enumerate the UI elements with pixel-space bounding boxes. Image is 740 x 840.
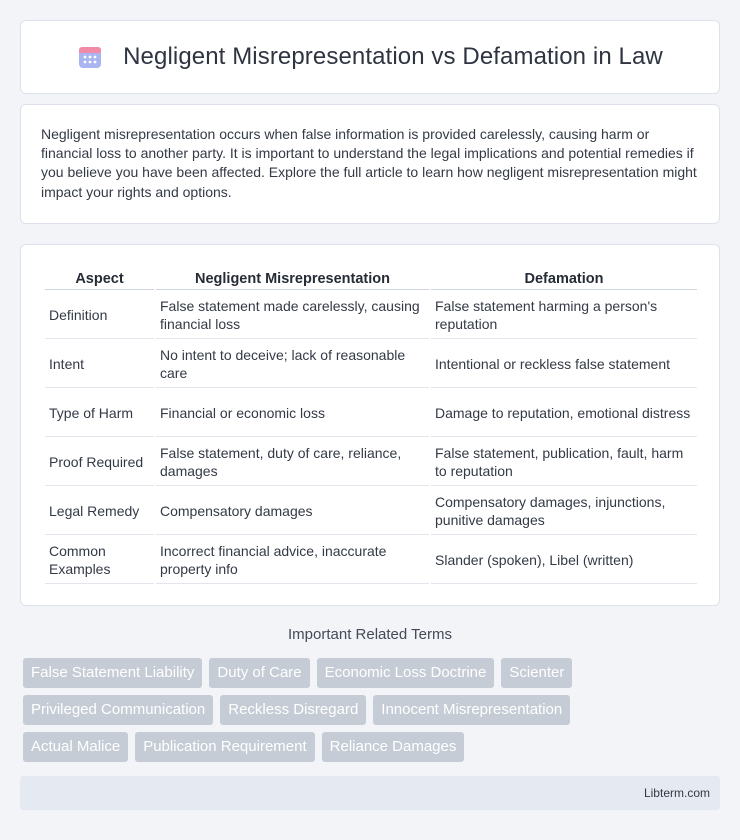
title-card — [20, 20, 720, 94]
table-row — [45, 341, 697, 388]
tag-reckless-disregard[interactable]: Reckless Disregard — [220, 695, 366, 725]
footer — [20, 776, 720, 810]
table-header-row — [45, 269, 697, 290]
table-row — [45, 537, 697, 584]
defamation-cell: False statement, publication, fault, harm to reputation — [431, 439, 697, 486]
defamation-cell: Intentional or reckless false statement — [431, 341, 697, 388]
tag-false-statement-liability[interactable]: False Statement Liability — [23, 658, 202, 688]
aspect-cell: Common Examples — [45, 537, 154, 584]
negligent-cell: Incorrect financial advice, inaccurate property info — [156, 537, 429, 584]
tag-duty-of-care[interactable]: Duty of Care — [209, 658, 309, 688]
comparison-table-card — [20, 244, 720, 606]
table-row — [45, 439, 697, 486]
defamation-cell: Compensatory damages, injunctions, punitive damages — [431, 488, 697, 535]
defamation-cell: Slander (spoken), Libel (written) — [431, 537, 697, 584]
aspect-cell: Intent — [45, 341, 154, 388]
header-defamation: Defamation — [431, 269, 697, 290]
tag-row — [23, 732, 723, 762]
tag-reliance-damages[interactable]: Reliance Damages — [322, 732, 465, 762]
table-row — [45, 390, 697, 437]
tag-publication-requirement[interactable]: Publication Requirement — [135, 732, 314, 762]
tag-privileged-communication[interactable]: Privileged Communication — [23, 695, 213, 725]
intro-card — [20, 104, 720, 224]
comparison-table — [43, 267, 699, 586]
defamation-cell: False statement harming a person's reputation — [431, 292, 697, 339]
tag-row — [23, 658, 723, 688]
table-row — [45, 488, 697, 535]
header-negligent-misrepresentation: Negligent Misrepresentation — [156, 269, 429, 290]
tag-innocent-misrepresentation[interactable]: Innocent Misrepresentation — [373, 695, 570, 725]
page-title: Negligent Misrepresentation vs Defamation in Law — [123, 43, 663, 70]
header-aspect: Aspect — [45, 269, 154, 290]
defamation-cell: Damage to reputation, emotional distress — [431, 390, 697, 437]
aspect-cell: Type of Harm — [45, 390, 154, 437]
negligent-cell: False statement, duty of care, reliance, damages — [156, 439, 429, 486]
intro-text: Negligent misrepresentation occurs when false information is provided carelessly, causing harm or financial loss to another party. It is important to understand the legal implications and potential remedies if you believe you have been affected. Explore the full article to learn how negligent misrepresentation might impact your rights and options. — [41, 126, 697, 200]
tag-economic-loss-doctrine[interactable]: Economic Loss Doctrine — [317, 658, 495, 688]
negligent-cell: No intent to deceive; lack of reasonable care — [156, 341, 429, 388]
aspect-cell: Proof Required — [45, 439, 154, 486]
aspect-cell: Legal Remedy — [45, 488, 154, 535]
tag-row — [23, 695, 723, 725]
table-row — [45, 292, 697, 339]
tag-scienter[interactable]: Scienter — [501, 658, 572, 688]
calendar-icon — [77, 44, 103, 70]
tag-actual-malice[interactable]: Actual Malice — [23, 732, 128, 762]
footer-site-link[interactable]: Libterm.com — [643, 786, 710, 800]
negligent-cell: Compensatory damages — [156, 488, 429, 535]
negligent-cell: Financial or economic loss — [156, 390, 429, 437]
negligent-cell: False statement made carelessly, causing financial loss — [156, 292, 429, 339]
related-terms-title: Important Related Terms — [288, 626, 452, 643]
aspect-cell: Definition — [45, 292, 154, 339]
related-terms-list — [23, 658, 723, 769]
